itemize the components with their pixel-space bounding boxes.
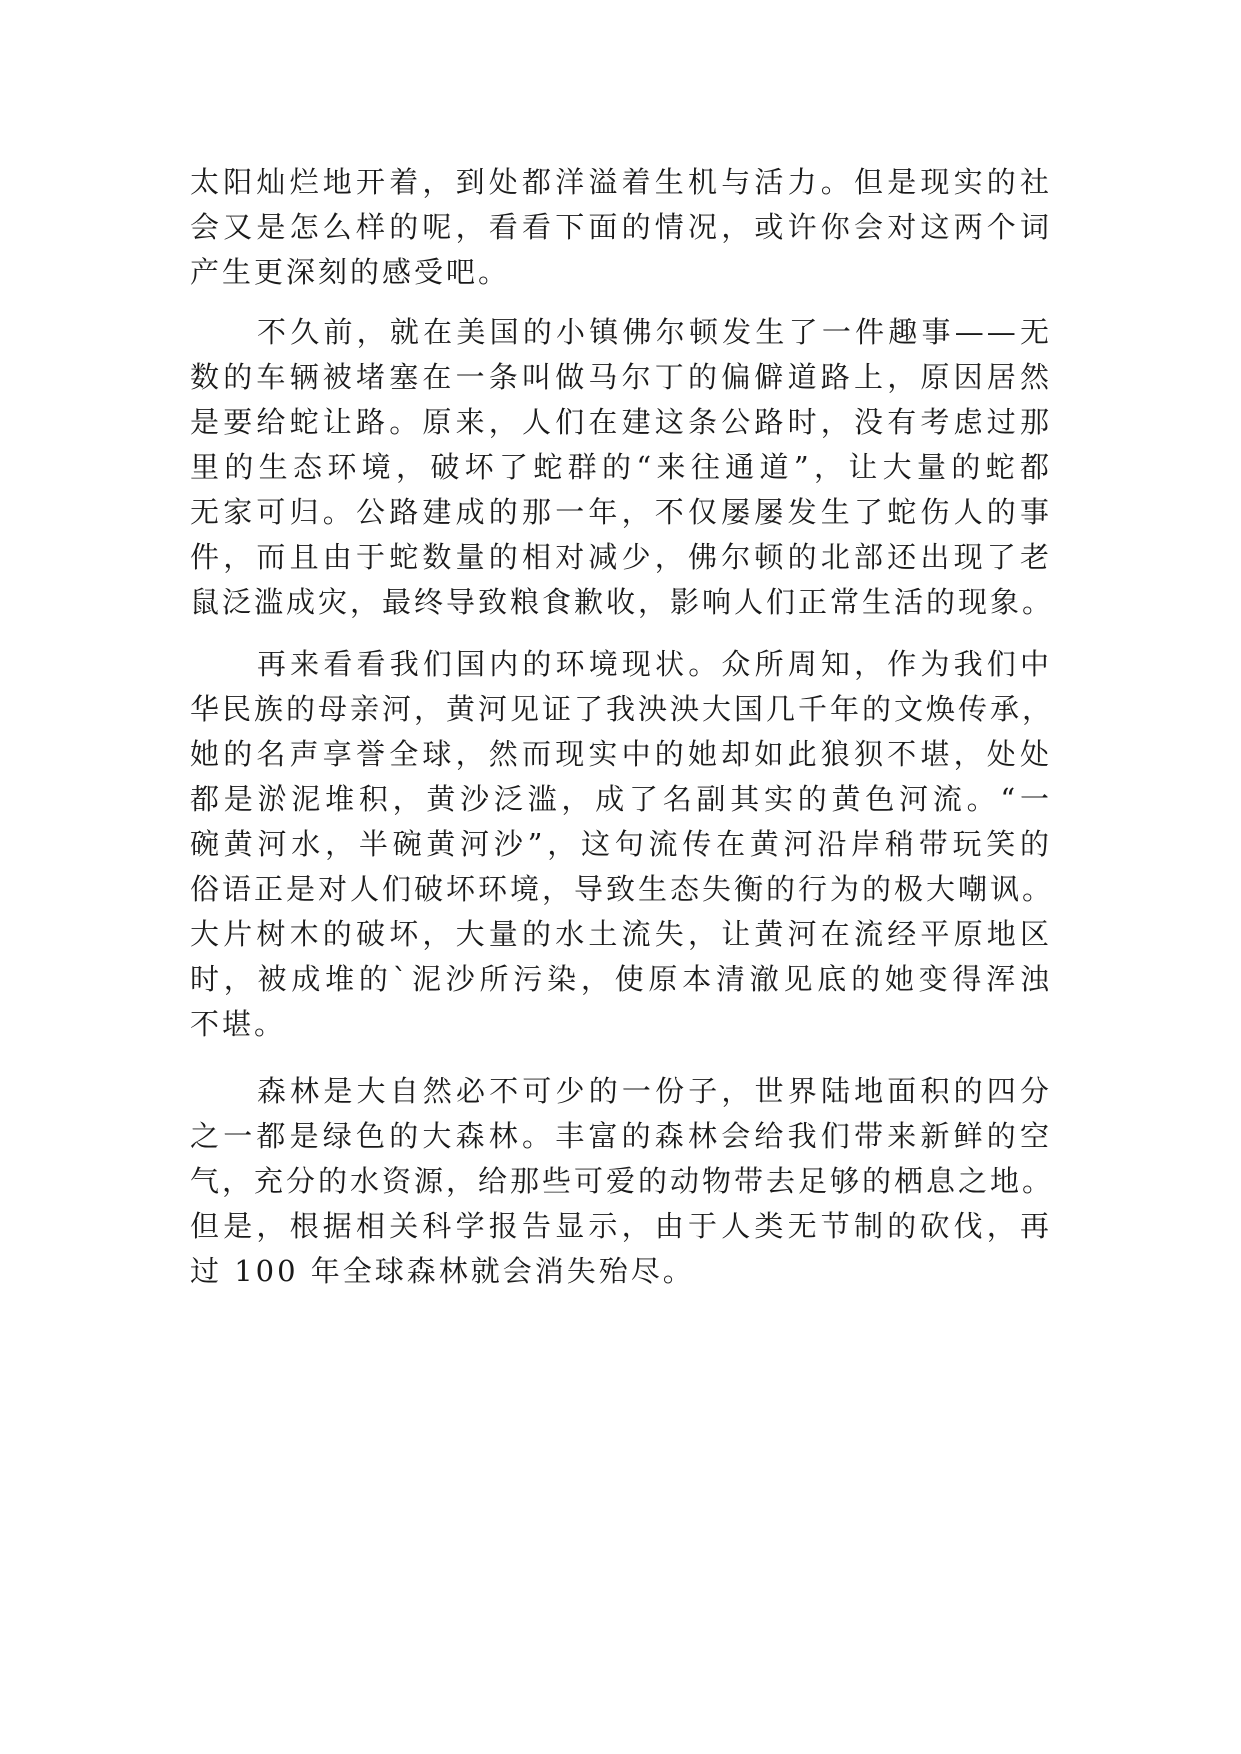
text-line: 太阳灿烂地开着，到处都洋溢着生机与活力。但是现实的社 xyxy=(190,165,1052,199)
text-line: 都是淤泥堆积，黄沙泛滥，成了名副其实的黄色河流。“一 xyxy=(190,782,1052,816)
paragraph-3 xyxy=(190,642,1055,1047)
text-line: 大片树木的破坏，大量的水土流失，让黄河在流经平原地区 xyxy=(190,917,1052,951)
text-line: 件，而且由于蛇数量的相对减少，佛尔顿的北部还出现了老 xyxy=(190,540,1052,574)
text-line: 不堪。 xyxy=(190,1007,287,1041)
text-line: 会又是怎么样的呢，看看下面的情况，或许你会对这两个词 xyxy=(190,210,1052,244)
text-line: 时，被成堆的`泥沙所污染，使原本清澈见底的她变得浑浊 xyxy=(190,962,1052,996)
text-line: 数的车辆被堵塞在一条叫做马尔丁的偏僻道路上，原因居然 xyxy=(190,360,1052,394)
text-line: 产生更深刻的感受吧。 xyxy=(190,255,511,289)
text-line: 但是，根据相关科学报告显示，由于人类无节制的砍伐，再 xyxy=(190,1209,1052,1243)
text-line: 是要给蛇让路。原来，人们在建这条公路时，没有考虑过那 xyxy=(190,405,1052,439)
document-body xyxy=(190,160,1055,1314)
paragraph-4 xyxy=(190,1069,1055,1294)
text-line: 森林是大自然必不可少的一份子，世界陆地面积的四分 xyxy=(257,1074,1052,1108)
text-line: 气，充分的水资源，给那些可爱的动物带去足够的栖息之地。 xyxy=(190,1164,1055,1198)
text-line: 里的生态环境，破坏了蛇群的“来往通道”，让大量的蛇都 xyxy=(190,450,1052,484)
paragraph-1 xyxy=(190,160,1052,295)
text-line: 俗语正是对人们破坏环境，导致生态失衡的行为的极大嘲讽。 xyxy=(190,872,1055,906)
text-line: 之一都是绿色的大森林。丰富的森林会给我们带来新鲜的空 xyxy=(190,1119,1052,1153)
text-line: 碗黄河水，半碗黄河沙”，这句流传在黄河沿岸稍带玩笑的 xyxy=(190,827,1052,861)
text-line: 鼠泛滥成灾，最终导致粮食歉收，影响人们正常生活的现象。 xyxy=(190,585,1055,619)
text-line: 再来看看我们国内的环境现状。众所周知，作为我们中 xyxy=(257,647,1052,681)
text-line: 华民族的母亲河，黄河见证了我泱泱大国几千年的文焕传承， xyxy=(190,692,1055,726)
text-line: 无家可归。公路建成的那一年，不仅屡屡发生了蛇伤人的事 xyxy=(190,495,1052,529)
text-line: 不久前，就在美国的小镇佛尔顿发生了一件趣事——无 xyxy=(257,315,1052,349)
text-line: 她的名声享誉全球，然而现实中的她却如此狼狈不堪，处处 xyxy=(190,737,1052,771)
paragraph-2 xyxy=(190,310,1055,625)
text-line: 过 100 年全球森林就会消失殆尽。 xyxy=(190,1254,695,1288)
